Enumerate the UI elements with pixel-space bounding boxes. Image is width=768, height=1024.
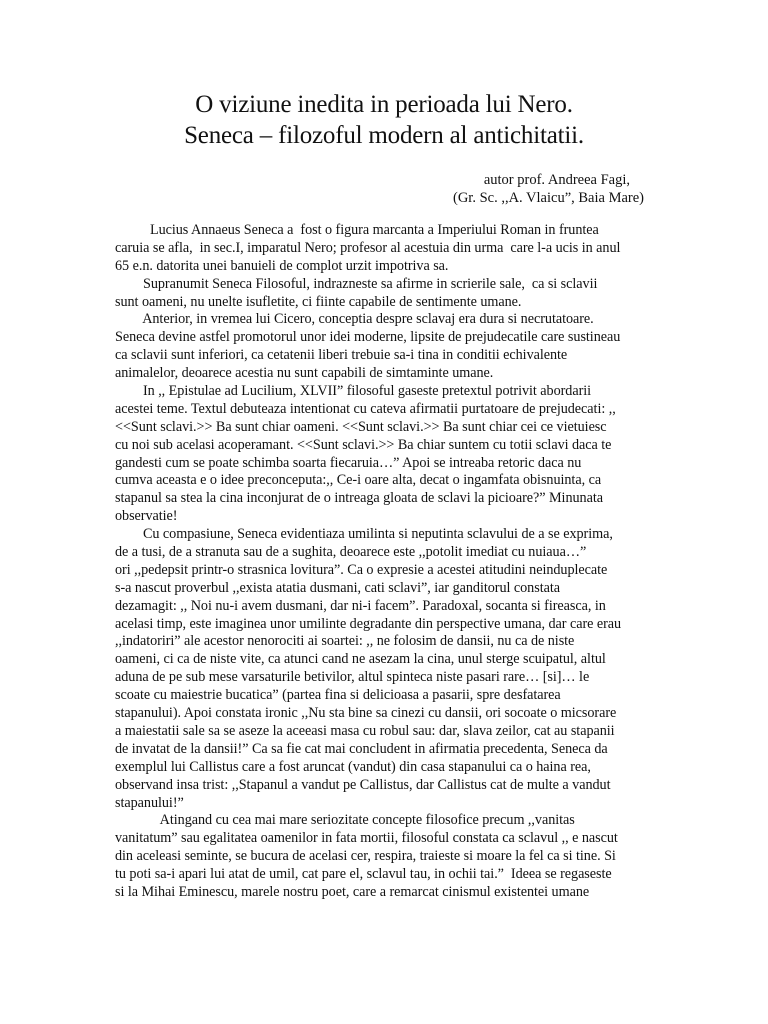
text-line: Seneca devine astfel promotorul unor idei moderne, lipsite de prejudecatile care sustineau: [115, 329, 621, 346]
author-school: (Gr. Sc. ,,A. Vlaicu”, Baia Mare): [453, 190, 644, 206]
text-line: dezamagit: ,, Noi nu-i avem dusmani, dar ni-i facem”. Paradoxal, socanta si fireasca, in: [115, 597, 606, 614]
text-line: animalelor, deoarece acestia nu sunt capabili de simtaminte umane.: [115, 365, 494, 382]
text-line: stapanului). Apoi constata ironic ,,Nu sta bine sa cinezi cu dansii, ori socoate o micsorare: [115, 705, 617, 722]
text-line: a maiestatii sale sa se aseze la aceeasi masa cu robul sau: dar, slava zeilor, cat au stapanii: [115, 722, 615, 739]
text-line: ,,indatoriri” ale acestor nenorociti ai soartei: ,, ne folosim de dansii, nu ca de niste: [115, 633, 575, 650]
text-line: oameni, ci ca de niste vite, ca atunci cand ne asezam la cina, unul sterge scuipatul, altul: [115, 651, 606, 668]
text-line: In ,, Epistulae ad Lucilium, XLVII” filosoful gaseste pretextul potrivit abordarii: [115, 383, 592, 400]
text-line: aduna de pe sub mese varsaturile betivilor, altul spinteca niste pasari rare… [si]… le: [115, 669, 590, 686]
text-line: stapanului!”: [115, 794, 184, 811]
text-line: exemplul lui Callistus care a fost aruncat (vandut) din casa stapanului ca o haina rea,: [115, 758, 591, 775]
text-line: Lucius Annaeus Seneca a fost o figura marcanta a Imperiului Roman in fruntea: [115, 222, 599, 238]
text-line: stapanul sa stea la cina inconjurat de o intreaga gloata de sclavi la picioare?” Minunata: [115, 490, 603, 507]
article-body: [115, 222, 643, 902]
author-name: autor prof. Andreea Fagi,: [483, 172, 630, 188]
document-title-line-1: O viziune inedita in perioada lui Nero.: [195, 91, 573, 118]
text-line: observatie!: [115, 508, 178, 525]
text-line: tu poti sa-i apari lui atat de umil, cat pare el, sclavul tau, in ochii tai.” Ideea se regaseste: [115, 866, 612, 883]
text-line: vanitatum” sau egalitatea oamenilor in fata mortii, filosoful constata ca sclavul ,, e nascut: [115, 830, 618, 847]
text-line: de a tusi, de a stranuta sau de a sughita, deoarece este ,,potolit imediat cu nuiaua…”: [115, 544, 587, 561]
text-line: din aceleasi seminte, se bucura de acelasi cer, respira, traieste si moare la fel ca si tine. Si: [115, 848, 616, 865]
text-line: Cu compasiune, Seneca evidentiaza umilinta si neputinta sclavului de a se exprima,: [115, 526, 613, 543]
text-line: s-a nascut proverbul ,,exista atatia dusmani, cati sclavi”, iar ganditorul constata: [115, 579, 560, 596]
text-line: acelasi timp, este imaginea unor umilinte degradante din perspective umana, dar care erau: [115, 615, 622, 632]
document-title-line-2: Seneca – filozoful modern al antichitatii.: [184, 122, 584, 149]
text-line: cu noi sub acelasi acoperamant. <<Sunt sclavi.>> Ba chiar suntem cu totii sclavi daca te: [115, 436, 612, 453]
text-line: 65 e.n. datorita unei banuieli de complot urzit impotriva sa.: [115, 257, 449, 274]
text-line: <<Sunt sclavi.>> Ba sunt chiar oameni. <<Sunt sclavi.>> Ba sunt chiar cei ce vietuiesc: [115, 418, 607, 435]
text-line: si la Mihai Eminescu, marele nostru poet, care a remarcat cinismul existentei umane: [115, 883, 590, 900]
text-line: gandesti cum se poate schimba soarta fiecaruia…” Apoi se intreaba retoric daca nu: [115, 454, 582, 471]
text-line: Atingand cu cea mai mare seriozitate concepte filosofice precum ,,vanitas: [115, 812, 575, 829]
text-line: Anterior, in vremea lui Cicero, conceptia despre sclavaj era dura si necrutatoare.: [115, 311, 594, 328]
text-line: sunt oameni, nu unelte isufletite, ci fiinte capabile de sentimente umane.: [115, 293, 522, 310]
text-line: observand insa trist: ,,Stapanul a vandut pe Callistus, dar Callistus cat de multe a vandut: [115, 776, 611, 793]
text-line: Supranumit Seneca Filosoful, indrazneste sa afirme in scrierile sale, ca si sclavii: [115, 275, 598, 292]
text-line: de invatat de la dansii!” Ca sa fie cat mai concludent in afirmatia precedenta, Seneca da: [115, 740, 608, 757]
text-line: ori ,,pedepsit printr-o strasnica lovitura”. Ca o expresie a acestei atitudini neinduplecate: [115, 561, 608, 578]
text-line: acestei teme. Textul debuteaza intentionat cu cateva afirmatii purtatoare de prejudecati: ,,: [115, 400, 616, 417]
text-line: cumva aceasta e o idee preconceputa:,, Ce-i oare alta, decat o ingamfata obisnuinta, ca: [115, 472, 602, 489]
text-line: caruia se afla, in sec.I, imparatul Nero; profesor al acestuia din urma care l-a ucis in anul: [115, 239, 621, 256]
text-line: ca sclavii sunt inferiori, ca cetatenii liberi trebuie sa-i tina in conditii echivalente: [115, 347, 568, 364]
text-line: scoate cu maiestrie bucatica” (partea fina si delicioasa a pasarii, spre desfatarea: [115, 687, 561, 704]
